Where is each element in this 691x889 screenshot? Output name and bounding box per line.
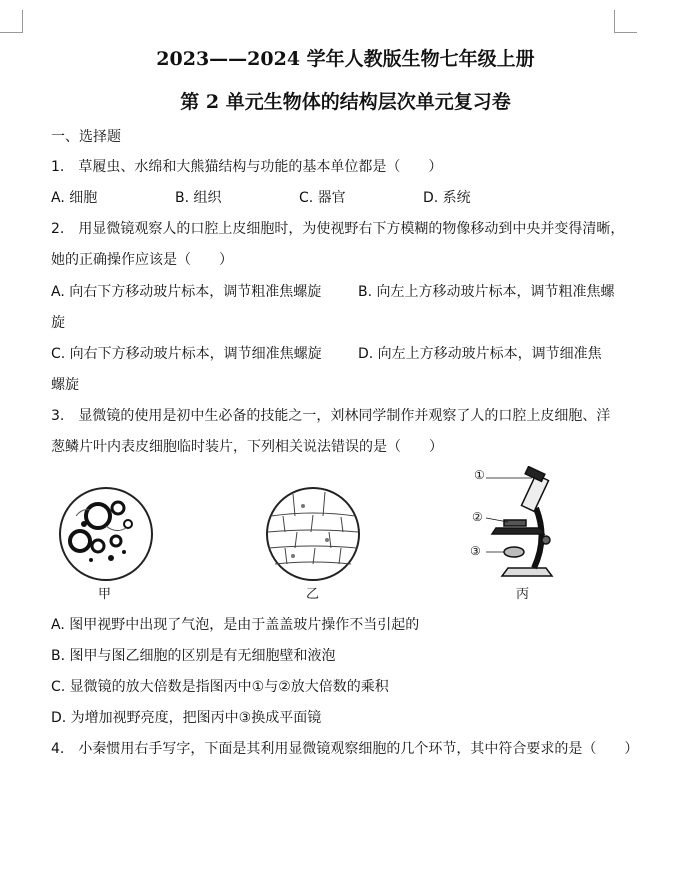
q1-options xyxy=(51,189,547,207)
title-line-1: 2023——2024 学年人教版生物七年级上册 xyxy=(156,48,535,70)
q3-option-b: B. 图甲与图乙细胞的区别是有无细胞壁和液泡 xyxy=(51,648,336,664)
q2-option-b-wrap: 旋 xyxy=(51,315,65,331)
q2-option-b: B. 向左上方移动玻片标本，调节粗准焦螺 xyxy=(358,284,615,300)
q3-stem-line-1: 3. 显微镜的使用是初中生必备的技能之一，刘林同学制作并观察了人的口腔上皮细胞、洋 xyxy=(51,408,611,424)
q2-option-c: C. 向右下方移动玻片标本，调节细准焦螺旋 xyxy=(51,346,322,362)
q2-option-d-wrap: 螺旋 xyxy=(51,377,79,393)
q3-stem-line-2: 葱鳞片叶内表皮细胞临时装片，下列相关说法错误的是（ ） xyxy=(51,439,443,455)
q2-options-ab xyxy=(51,283,665,301)
crop-mark-top-right xyxy=(614,10,637,33)
figure-jia-cheek-cells xyxy=(56,486,156,582)
q2-stem-line-1: 2. 用显微镜观察人的口腔上皮细胞时，为使视野右下方模糊的物像移动到中央并变得清晰， xyxy=(51,221,625,237)
title-line-2: 第 2 单元生物体的结构层次单元复习卷 xyxy=(180,91,511,113)
q1-stem: 1. 草履虫、水绵和大熊猫结构与功能的基本单位都是（ ） xyxy=(51,159,443,175)
figure-jia-caption: 甲 xyxy=(98,587,112,602)
figure-bing-label-3: ③ xyxy=(470,544,481,558)
q2-option-d: D. 向左上方移动玻片标本，调节细准焦 xyxy=(358,346,602,362)
q4-stem: 4. 小秦惯用右手写字，下面是其利用显微镜观察细胞的几个环节，其中符合要求的是（ ） xyxy=(51,741,639,757)
figure-yi-caption: 乙 xyxy=(306,587,320,602)
q3-option-c: C. 显微镜的放大倍数是指图丙中①与②放大倍数的乘积 xyxy=(51,679,389,695)
figure-bing-label-2: ② xyxy=(472,510,483,524)
q1-option-a: A. 细胞 xyxy=(51,190,98,206)
figure-bing-caption: 丙 xyxy=(516,587,530,602)
section-heading: 一、选择题 xyxy=(51,129,121,145)
q3-option-d: D. 为增加视野亮度，把图丙中③换成平面镜 xyxy=(51,710,322,726)
q2-option-a: A. 向右下方移动玻片标本，调节粗准焦螺旋 xyxy=(51,284,322,300)
q1-option-b: B. 组织 xyxy=(175,190,222,206)
figure-yi-onion-cells xyxy=(263,486,363,582)
q1-option-c: C. 器官 xyxy=(299,190,346,206)
figure-bing-label-1: ① xyxy=(474,468,485,482)
figure-bing-microscope xyxy=(462,466,582,586)
q1-option-d: D. 系统 xyxy=(423,190,471,206)
q2-options-cd xyxy=(51,345,665,363)
q3-option-a: A. 图甲视野中出现了气泡，是由于盖盖玻片操作不当引起的 xyxy=(51,617,420,633)
crop-mark-top-left xyxy=(0,10,23,33)
q2-stem-line-2: 她的正确操作应该是（ ） xyxy=(51,252,233,268)
